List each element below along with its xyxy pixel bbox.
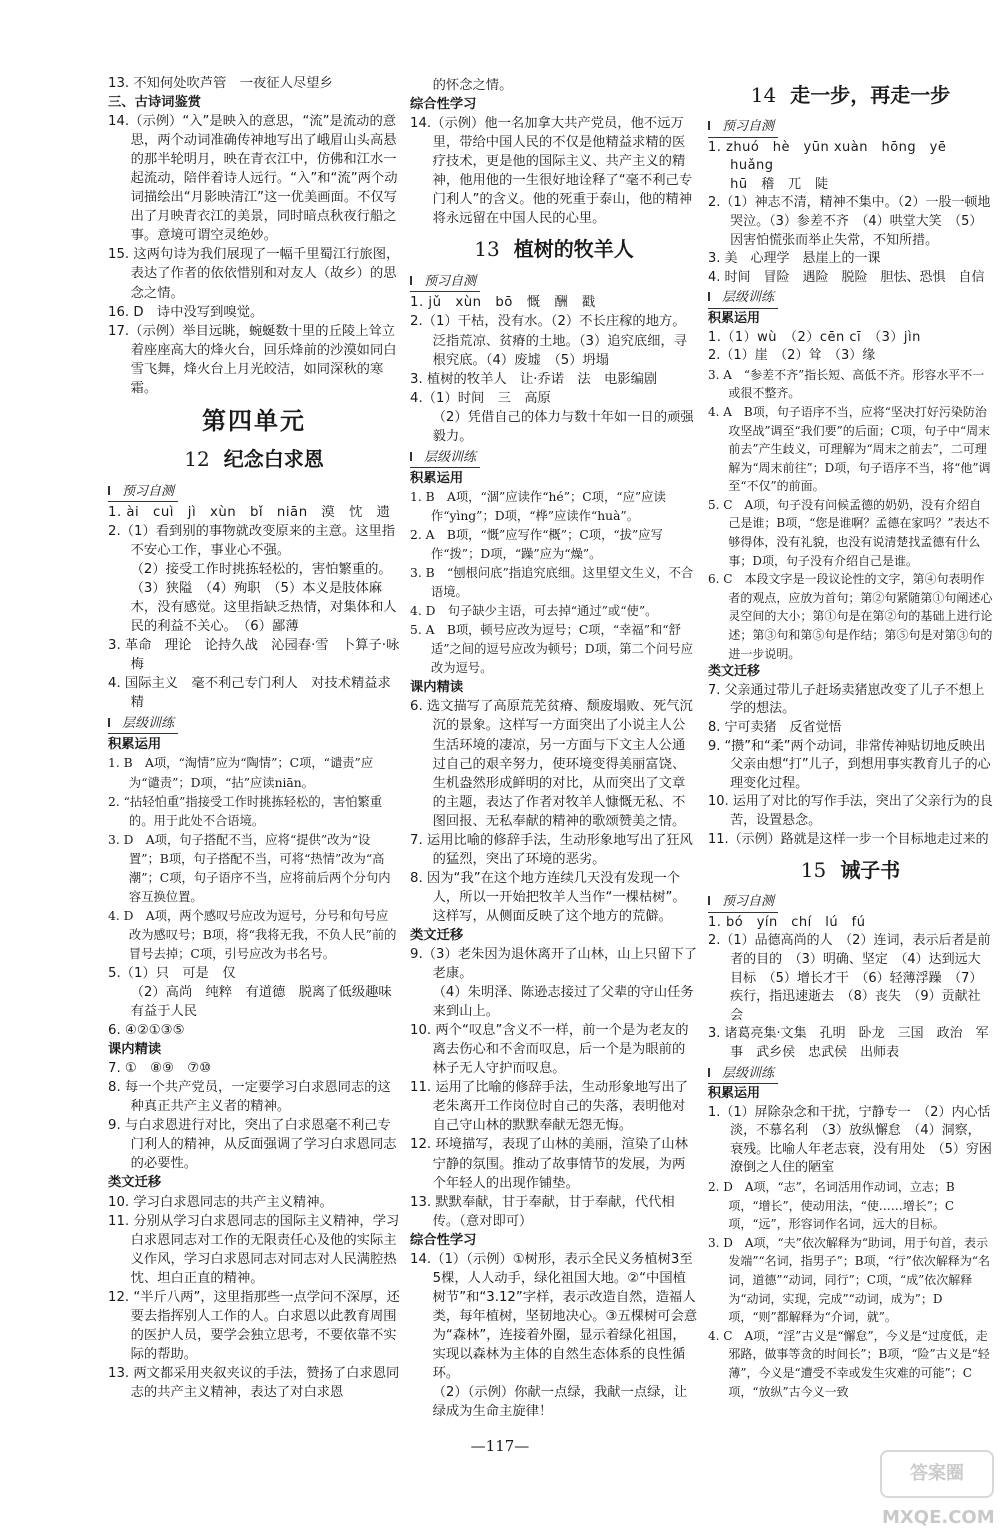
tag-mark-icon [708, 1068, 719, 1077]
answer-line: 11.（示例）路就是这样一步一个目标地走过来的 [708, 831, 989, 847]
tag-tier [410, 448, 480, 468]
tag-preview [708, 893, 778, 913]
lesson-name: 纪念白求恩 [223, 446, 324, 471]
answer-line: 2.（1）看到别的事物就改变原来的主意。这里指不安心工作，事业心不强。 [108, 523, 396, 558]
answer-line: 1.（1）屏除杂念和干扰，宁静专一 （2）内心恬淡，不慕名利 （3）放纵懈怠 （4）洞察，衰残。比喻人年老志衰，没有用处 （5）穷困潦倒之人住的陋室 [708, 1104, 992, 1176]
sub-heading: 综合性学习 [410, 1232, 477, 1248]
watermark-logo: 答案圈 MXQE.COM [880, 1450, 994, 1498]
answer-line: 9. “攒”和“柔”两个动词，非常传神贴切地反映出父亲由想“打”儿子，到想用事实教育儿子的心理变化过程。 [708, 738, 991, 791]
answer-line: 3. 诸葛亮集·文集 孔明 卧龙 三国 政治 军事 武乡侯 忠武侯 出师表 [708, 1026, 989, 1060]
answer-line: 6. C 本段文字是一段议论性的文字，第④句表明作者的观点，应放为首句；第②句紧随第①句阐述心灵空间的大小；第①句是在第②句的基础上进行论述；第③句和第⑤句是作结；第⑤句是对第③句的进一步说明。 [708, 572, 993, 661]
answer-line: 3. 美 心理学 悬崖上的一课 [708, 251, 881, 267]
tag-mark-icon [410, 276, 421, 285]
lesson-number: 12 [184, 446, 210, 471]
answer-line: 3. 植树的牧羊人 让·乔诺 法 电影编剧 [410, 371, 658, 387]
tag-label: 预习自测 [122, 483, 175, 499]
answer-line: 5.（1）只 可是 仅 [108, 965, 236, 981]
answer-line: 4. A B项，句子语序不当，应将“坚决打好污染防治攻坚战”调至“我们要”的后面；C项，句子中“周末前去”产生歧义，可理解为“周末之前去”，二可理解为“周末前往”；D项，句子语序不当，将“他”调至“不仅”的前面。 [708, 404, 991, 494]
answer-line: 8. 因为“我”在这个地方连续几天没有发现一个人，所以一开始把牧羊人当作“一棵枯树”。这样写，从侧面反映了这个地方的荒僻。 [410, 870, 686, 924]
answer-line: 的怀念之情。 [432, 78, 513, 93]
answer-line: 13. 不知何处吹芦管 一夜征人尽望乡 [108, 76, 333, 91]
unit-title: 第四单元 [202, 406, 306, 435]
page-number: —117— [470, 1437, 530, 1455]
column-right [708, 76, 993, 1401]
answer-line: 1. B A项，“淘情”应为“陶情”；C项，“谴责”应为“谴责”；D项，“拈”应读niān。 [108, 756, 374, 790]
tag-preview [708, 118, 778, 138]
answer-line: 1. zhuó hè yūn xuàn hōng yē huǎng [708, 139, 960, 174]
tag-mark-icon [410, 452, 421, 461]
answer-line: 8. 宁可卖猪 反省觉悟 [708, 720, 842, 735]
sub-heading: 课内精读 [410, 680, 464, 696]
sub-heading: 积累运用 [410, 470, 464, 486]
column-left [108, 74, 406, 1402]
lesson-name: 植树的牧羊人 [513, 237, 634, 262]
answer-line: 15. 这两句诗为我们展现了一幅千里蜀江行旅图，表达了作者的依依惜别和对友人（故乡）的思念之情。 [108, 247, 400, 301]
answer-line: 2.（1）干枯，没有水。（2）不长庄稼的地方。泛指荒凉、贫瘠的土地。（3）追究底细，寻根究底。（4）废墟 （5）坍塌 [410, 314, 688, 368]
tag-preview [108, 482, 178, 502]
answer-line: （4）朱明泽、陈逊志接过了父辈的守山任务来到山上。 [432, 985, 694, 1020]
answer-line: 13. 两文都采用夹叙夹议的手法，赞扬了白求恩同志的共产主义精神，表达了对白求恩 [108, 1365, 400, 1400]
tag-mark-icon [108, 718, 119, 727]
answer-line: 14.（示例）“入”是映入的意思，“流”是流动的意思，两个动词准确传神地写出了峨眉山头高悬的那半轮明月，映在青衣江中，仿佛和江水一起流动，陪伴着诗人远行。“入”和“流”两个动词描绘出“月影映清江”这一优美画面。不仅写出了月映青衣江的美景，同时暗点秋夜行船之事。意境可谓空灵绝妙。 [108, 114, 398, 244]
answer-line: 2. D A项，“志”，名词活用作动词，立志；B项，“增长”，使动用法，“使……增长”；C项，“远”，形容词作名词，远大的目标。 [708, 1180, 955, 1232]
tag-label: 层级训练 [424, 449, 477, 465]
tag-mark-icon [108, 486, 119, 495]
answer-line: 4. D 句子缺少主语，可去掉“通过”或“使”。 [410, 604, 658, 619]
tag-label: 层级训练 [722, 1065, 775, 1081]
tag-tier [708, 289, 778, 309]
answer-line: （2）高尚 纯粹 有道德 脱离了低级趣味 有益于人民 [130, 985, 406, 1020]
tag-tier [708, 1065, 778, 1085]
answer-line: 3. B “刨根问底”指追究底细。这里望文生义，不合语境。 [410, 566, 694, 600]
sub-heading: 积累运用 [108, 737, 162, 753]
answer-line: 4. 国际主义 毫不利己专门利人 对技术精益求精 [108, 676, 391, 711]
answer-line: 4.（1）时间 三 高原 [410, 390, 551, 406]
answer-line: 3. 革命 理论 论持久战 沁园春·雪 卜算子·咏梅 [108, 638, 400, 673]
sub-heading: 类文迁移 [708, 664, 761, 680]
answer-line: 7. ① ⑧⑨ ⑦⑩ [108, 1061, 212, 1077]
sub-heading: 类文迁移 [410, 927, 464, 943]
answer-line: 12. “半斤八两”，这里指那些一点学问不深厚，还要去指挥别人工作的人。白求恩以此教育周围的医护人员，要学会独立思考，不要依靠不实际的帮助。 [108, 1289, 400, 1362]
answer-line: （2）凭借自己的体力与数十年如一日的顽强毅力。 [432, 409, 694, 444]
answer-line: （2）（示例）你献一点绿，我献一点绿，让绿成为生命主旋律！ [432, 1385, 688, 1420]
answer-line: 5. C A项，句子没有问候孟德的奶奶，没有介绍自己是谁；B项，“您是谁啊？孟德在家吗？”表达不够得体，没有礼貌，也没有说清楚找孟德有什么事；D项，句子没有介绍自己是谁。 [708, 497, 990, 568]
sub-heading: 课内精读 [108, 1042, 162, 1058]
answer-line: 6. 选文描写了高原荒芜贫瘠、颓废塌败、死气沉沉的景象。这样写一方面突出了小说主人公生活环境的凄凉，另一方面与下文主人公通过自己的艰辛努力，使环境变得美丽富饶、生机盎然形成鲜明的对比，从而突出了文章的主题，表达了作者对牧羊人慷慨无私、不图回报、无私奉献的精神的歌颂赞美之情。 [410, 699, 693, 829]
answer-line: 11. 分别从学习白求恩同志的国际主义精神，学习白求恩同志对工作的无限责任心及他的实际主义作风，学习白求恩同志对同志对人民满腔热忱、坦白正直的精神。 [108, 1213, 400, 1286]
section-heading: 三、古诗词鉴赏 [108, 95, 202, 111]
answer-line: 1. bó yín chí lú fú [708, 914, 866, 930]
answer-line: 9. 与白求恩进行对比，突出了白求恩毫不利己专门利人的精神，从反面强调了学习白求恩同志的必要性。 [108, 1118, 397, 1172]
answer-line: 10. 运用了对比的写作手法，突出了父亲行为的良苦，设置悬念。 [708, 794, 993, 828]
answer-line: 14.（1）（示例）①树形，表示全民义务植树3至5棵，人人动手，绿化祖国大地。②“中国植树节”和“3.12”字样，表示改造自然，造福人类，每年植树，坚韧地决心。③五棵树可会意为“森林”，连接着外圈，显示着绿化祖国，实现以森林为主体的自然生态体系的良性循环。 [410, 1251, 698, 1382]
tag-mark-icon [708, 292, 719, 301]
answer-line: 1.（1）wù （2）cēn cī （3）jìn [708, 329, 921, 345]
tag-label: 层级训练 [722, 290, 775, 306]
answer-line: 2. “拈轻怕重”指接受工作时挑拣轻松的，害怕繁重的。用于此处不合语境。 [108, 794, 383, 828]
answer-line: 3. A “参差不齐”指长短、高低不齐。形容水平不一或很不整齐。 [708, 367, 985, 401]
answer-line: 11. 运用了比喻的修辞手法，生动形象地写出了老朱离开工作岗位时自己的失落，表明他对自己守山林的默默奉献无怨无悔。 [410, 1080, 689, 1134]
answer-line: 7. 父亲通过带儿子赶场卖猪崽改变了儿子不想上学的想法。 [708, 682, 985, 717]
lesson-title [108, 444, 400, 474]
answer-line: 2.（1）品德高尚的人 （2）连词，表示后者是前者的目的 （3）明确、坚定 （4）达到远大目标 （5）增长才干 （6）轻薄浮躁 （7）疾行，指迅速逝去 （8）丧失 （9）贡献社会 [708, 933, 991, 1023]
answer-line: 9.（3）老朱因为退休离开了山林，山上只留下了老康。 [410, 947, 698, 982]
lesson-number: 14 [750, 83, 777, 107]
answer-line: 1. jǔ xùn bō 慨 酬 戳 [410, 295, 596, 311]
lesson-name: 走一步，再走一步 [790, 83, 951, 107]
answer-line: 2.（1）神志不清，精神不集中。（2）一股一顿地哭泣。（3）参差不齐 （4）哄堂大笑 （5）因害怕慌张而举止失常，不知所措。 [708, 195, 991, 248]
answer-line: hū 稽 兀 陡 [730, 176, 829, 192]
answer-line: 12. 环境描写，表现了山林的美丽，渲染了山林宁静的氛围。推动了故事情节的发展，为两个年轻人的出现作铺垫。 [410, 1137, 689, 1191]
lesson-title [708, 80, 993, 110]
sub-heading: 积累运用 [708, 310, 761, 326]
answer-line: 6. ④②①③⑤ [108, 1023, 185, 1039]
answer-line: 1. ài cuì jì xùn bǐ niān 漠 忱 遗 [108, 504, 391, 520]
answer-line: 3. D A项，句子搭配不当，应将“提供”改为“设置”；B项，句子搭配不当，可将“热情”改为“高潮”；C项，句子语序不当，应将前后两个分句内容互换位置。 [108, 832, 391, 904]
column-middle [410, 76, 698, 1421]
answer-line: 10. 两个“叹息”含义不一样，前一个是为老友的离去伤心和不舍而叹息，后一个是为眼前的林子无人守护而叹息。 [410, 1023, 689, 1077]
answer-line: 4. D A项，两个感叹号应改为逗号，分号和句号应改为感叹号；B项，将“我将无我，不负人民”前的冒号去掉；C项，引号应改为书名号。 [108, 908, 397, 961]
answer-line: 14.（示例）他一名加拿大共产党员，他不远万里，带给中国人民的不仅是他精益求精的医疗技术，更是他的国际主义、共产主义的精神，他用他的一生很好地诠释了“毫不利己专门利人”的含义。他的死重于泰山，他的精神将永远留在中国人民的心里。 [410, 116, 693, 227]
answer-line: 13. 默默奉献，甘于奉献，甘于奉献，代代相传。（意对即可） [410, 1194, 675, 1229]
lesson-title [410, 234, 698, 264]
answer-line: 5. A B项，顿号应改为逗号；C项，“幸福”和“舒适”之间的逗号应改为顿号；D项，第二个问号应改为逗号。 [410, 623, 693, 676]
answer-line: 1. B A项，“涸”应读作“hé”；C项，“应”应读作“yìng”；D项，“桦”应读作“huà”。 [410, 489, 666, 523]
answer-line: （2）接受工作时挑拣轻松的，害怕繁重的。 [130, 561, 392, 577]
answer-line: 7. 运用比喻的修辞手法，生动形象地写出了狂风的猛烈，突出了环境的恶劣。 [410, 832, 693, 867]
tag-label: 预习自测 [722, 119, 775, 134]
tag-label: 层级训练 [122, 716, 175, 732]
tag-mark-icon [708, 121, 719, 130]
sub-heading: 积累运用 [708, 1086, 761, 1102]
lesson-number: 15 [800, 858, 827, 883]
lesson-name: 诫子书 [840, 858, 901, 883]
answer-line: 4. C A项，“淫”古义是“懈怠”，今义是“过度低，走邪路，做事等贪的时间长”；B项，“险”古义是“轻薄”，今义是“遭受不幸或发生灾难的可能”；C项，“放纵”古今义一致 [708, 1328, 990, 1399]
lesson-number: 13 [474, 237, 500, 262]
answer-line: 4. 时间 冒险 遇险 脱险 胆怯、恐惧 自信 [708, 269, 985, 285]
answer-line: 8. 每一个共产党员，一定要学习白求恩同志的这种真正共产主义者的精神。 [108, 1080, 391, 1115]
tag-label: 预习自测 [424, 274, 477, 290]
answer-line: 2.（1）崖 （2）耸 （3）缘 [708, 348, 876, 364]
sub-heading: 类文迁移 [108, 1175, 162, 1191]
sub-heading: 综合性学习 [410, 97, 477, 113]
answer-line: 10. 学习白求恩同志的共产主义精神。 [108, 1194, 333, 1210]
answer-line: 16. D 诗中没写到嗅觉。 [108, 304, 264, 320]
tag-tier [108, 714, 178, 734]
tag-mark-icon [708, 896, 719, 905]
tag-preview [410, 272, 480, 292]
tag-label: 预习自测 [722, 894, 775, 910]
answer-line: 3. D A项，“夫”依次解释为“助词，用于句首，表示发端”“名词，指男子”；B项，“行”依次解释为“名词，道德”“动词，同行”；C项，“成”依次解释为“动词，实现，完成”“动词，成为”；D项，“则”都解释为“介词，就”。 [708, 1235, 991, 1325]
lesson-title [708, 855, 993, 885]
answer-line: 2. A B项，“慨”应写作“概”；C项，“拔”应写作“拨”；D项，“躁”应为“燥”。 [410, 527, 663, 562]
answer-line: 17.（示例）举目远眺，蜿蜒数十里的丘陵上耸立着座座高大的烽火台，回乐烽前的沙漠如同白雪飞舞，烽火台上月光皎洁，如同深秋的寒霜。 [108, 323, 397, 396]
answer-line: （3）狭隘 （4）殉职 （5）本义是肢体麻木，没有感觉。这里指缺乏热情，对集体和人民的利益不关心。 （6）鄙薄 [130, 581, 397, 635]
